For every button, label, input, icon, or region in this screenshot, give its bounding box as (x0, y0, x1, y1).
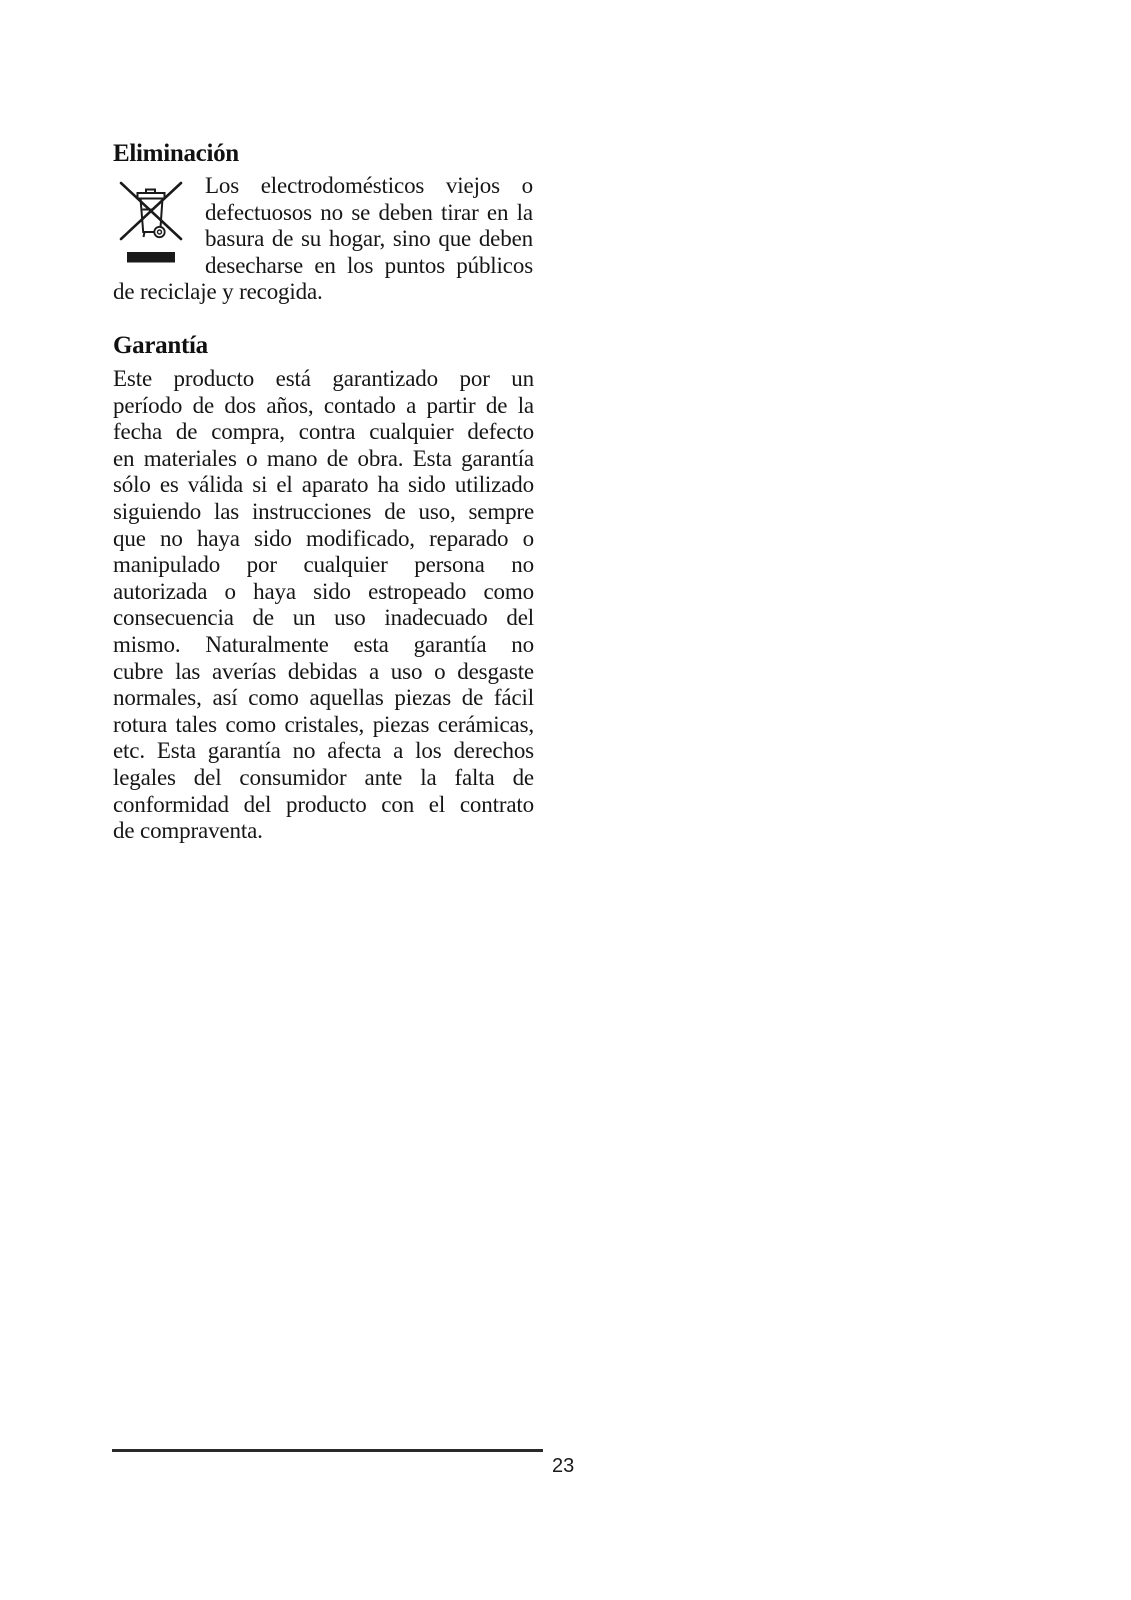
text-line: consecuencia de un uso inadecuado del (113, 605, 534, 631)
footer-rule (112, 1449, 543, 1452)
text-line: rotura tales como cristales, piezas cerámicas, (113, 711, 534, 737)
garantia-paragraph (113, 366, 534, 818)
text-line: sólo es válida si el aparato ha sido utilizado (113, 472, 534, 498)
text-line: normales, así como aquellas piezas de fácil (113, 685, 534, 711)
text-line: legales del consumidor ante la falta de (113, 764, 534, 790)
text-line: que no haya sido modificado, reparado o (113, 525, 534, 551)
text-line: etc. Esta garantía no afecta a los derechos (113, 738, 534, 764)
text-line: defectuosos no se deben tirar en la (205, 199, 533, 225)
text-line: en materiales o mano de obra. Esta garantía (113, 445, 534, 471)
garantia-paragraph-last-line: de compraventa. (113, 818, 263, 843)
text-line: Los electrodomésticos viejos o (205, 173, 533, 198)
text-line: autorizada o haya sido estropeado como (113, 578, 534, 604)
section-heading-garantia: Garantía (113, 332, 208, 359)
text-line: manipulado por cualquier persona no (113, 552, 534, 578)
weee-crossed-bin-icon (117, 179, 185, 265)
page-number: 23 (552, 1455, 575, 1477)
text-line: fecha de compra, contra cualquier defecto (113, 419, 534, 445)
text-line: siguiendo las instrucciones de uso, sempre (113, 498, 534, 524)
section-heading-eliminacion: Eliminación (113, 140, 239, 167)
text-line: período de dos años, contado a partir de la (113, 392, 534, 418)
text-line: cubre las averías debidas a uso o desgaste (113, 658, 534, 684)
text-line: desecharse en los puntos públicos (205, 252, 533, 278)
text-line: basura de su hogar, sino que deben (205, 226, 533, 252)
text-line: mismo. Naturalmente esta garantía no (113, 631, 534, 657)
eliminacion-paragraph (205, 173, 533, 279)
eliminacion-paragraph-last-line: de reciclaje y recogida. (113, 279, 323, 304)
text-line: conformidad del producto con el contrato (113, 791, 534, 817)
text-line: Este producto está garantizado por un (113, 366, 534, 391)
